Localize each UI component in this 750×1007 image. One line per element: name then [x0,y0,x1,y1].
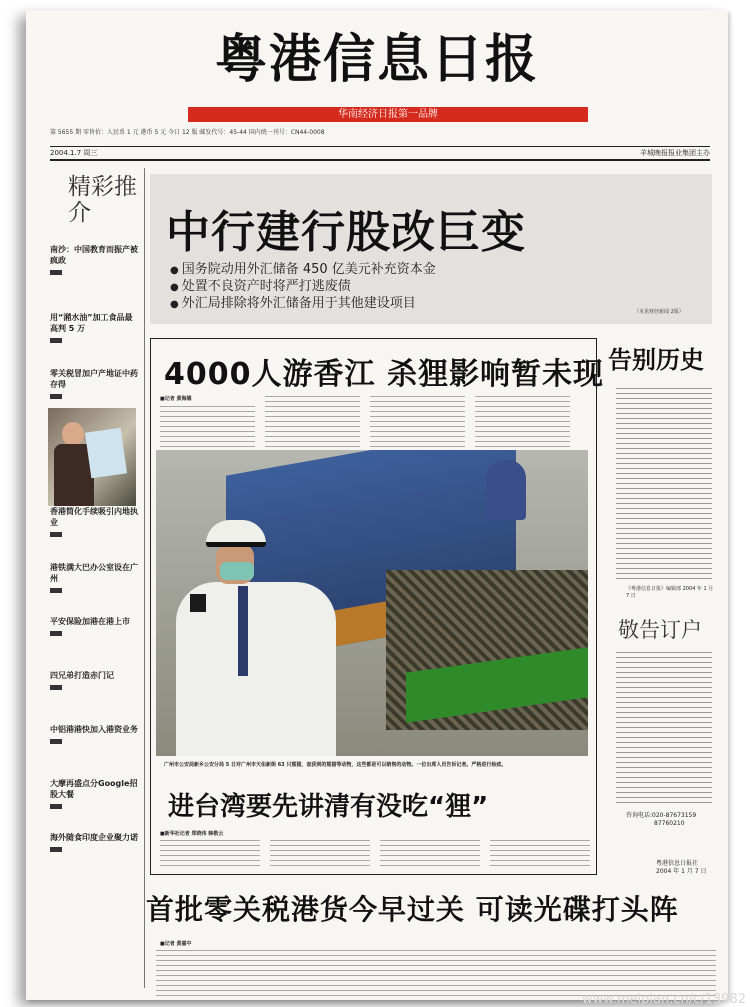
page-marker [50,394,62,399]
main-story-photo [156,450,588,756]
sidebar-item-text: 平安保险加港在港上市 [50,617,130,626]
date-line [50,146,710,161]
phone-info: 咨询电话:020-87673159 87760210 [626,812,697,827]
page-marker [50,532,62,537]
sidebar-item[interactable] [50,832,140,852]
top-story-bullets [170,262,436,313]
closing-sign: 粤港信息日报社 2004 年 1 月 7 日 [656,860,707,875]
masthead-subtitle: 华南经济日报第一品牌 [188,107,588,122]
sidebar-item[interactable] [50,670,140,690]
main-story-byline: ■记者 黄海德 [160,396,192,402]
bottom-story-byline: ■记者 黄嘉中 [160,941,192,947]
sidebar-item-text: 香港简化手续吸引内地执业 [50,507,138,527]
page-marker [50,270,62,275]
subscribe-title[interactable]: 敬告订户 [618,618,702,642]
farewell-text [616,386,712,582]
sidebar-item[interactable] [50,312,140,343]
watermark: www.meipian.cn/c/13982 [582,992,746,1007]
sidebar-item-text: 大摩再盛点分Google招股大餐 [50,779,138,799]
top-story-tag: （本见财经新闻 2版） [634,309,684,315]
bullet-item: ● 处置不良资产时将严打逃废债 [170,279,436,296]
taiwan-story-byline: ■新华社记者 郑晓伟 韩敬云 [160,831,224,837]
sidebar-item-text: 南沙：中国教育而振产被疯政 [50,245,138,265]
sidebar-title: 精彩推介 [68,174,137,226]
sidebar-item-text: 海外随食印度企业聚力诺 [50,833,138,842]
sidebar-item-text: 港铁满大巴办公室设在广州 [50,563,138,583]
publisher: 羊城晚报报业集团主办 [640,149,710,157]
sidebar-item[interactable] [50,778,140,809]
sidebar-item[interactable] [50,616,140,636]
taiwan-story-headline[interactable]: 进台湾要先讲清有没吃“狸” [168,792,489,822]
taiwan-story-text [160,838,590,878]
main-story-headline[interactable]: 4000人游香江 杀狸影响暂未现 [164,357,604,392]
page-marker [50,847,62,852]
subscribe-text [616,650,712,806]
newspaper-page [26,10,728,1000]
sidebar-item[interactable] [50,368,140,399]
page-marker [50,631,62,636]
page-marker [50,338,62,343]
sidebar-item-text: 中铝港港快加入港资业务 [50,725,138,734]
page-marker [50,804,62,809]
page-marker [50,685,62,690]
farewell-sign: 《粤港信息日报》编辑部 2004 年 1 月 7 日 [626,586,714,599]
page-marker [50,739,62,744]
top-story-headline[interactable]: 中行建行股改巨变 [166,207,526,258]
page-marker [50,588,62,593]
sidebar-item-text: 零关税冒加户产地证中药存得 [50,369,138,389]
issue-info-line: 第 5655 期 零售价：人民币 1 元 港币 5 元 今日 12 版 邮发代号：45-44 国内统一刊号：CN44-0008 [50,129,325,136]
column-divider [144,168,145,988]
sidebar-item[interactable] [50,724,140,744]
photo-caption: 广州市公安局新乡公安分局 5 日对广州市天佑新街 63 只熊猫，查获到的熊猫等动物，这些都是可以销售的动物。一位出席人员告诉记者。严格进行检疫。 [164,762,507,768]
sidebar-item-text: 用“潲水油”加工食品最高判 5 万 [50,313,133,333]
bullet-item: ● 外汇局排除将外汇储备用于其他建设项目 [170,296,436,313]
sidebar-photo [48,408,136,506]
issue-date: 2004.1.7 周三 [50,149,98,157]
sidebar-item[interactable] [50,562,140,593]
masthead-title: 粤港信息日报 [214,29,539,90]
farewell-title[interactable]: 告别历史 [608,345,704,374]
sidebar-item[interactable] [50,244,140,275]
bullet-item: ● 国务院动用外汇储备 450 亿美元补充资本金 [170,262,436,279]
sidebar-item[interactable] [50,506,140,537]
bottom-story-headline[interactable]: 首批零关税港货今早过关 可读光碟打头阵 [146,893,679,926]
sidebar-item-text: 四兄弟打造赤门记 [50,671,114,680]
